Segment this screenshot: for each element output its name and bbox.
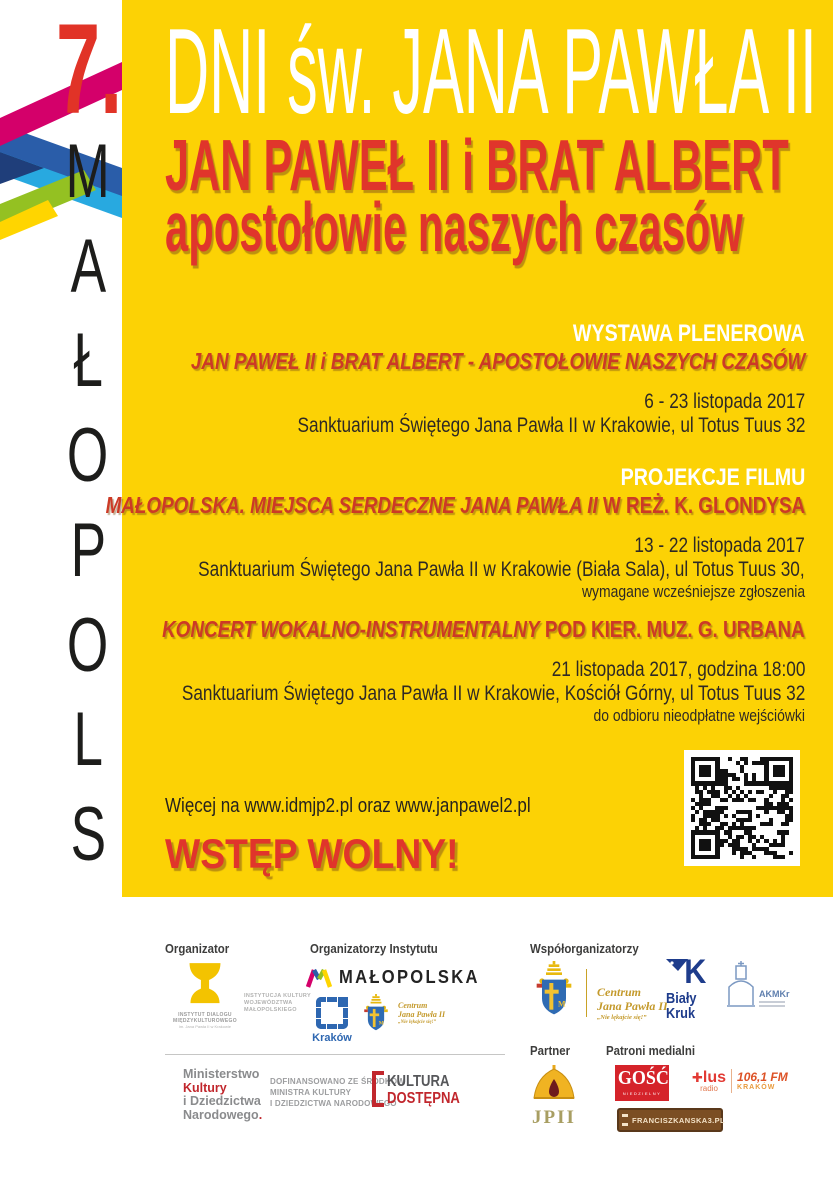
papal-crest-icon xyxy=(534,961,574,1017)
footer xyxy=(0,897,833,1200)
akmkr-wordmark: AKMKr xyxy=(759,989,790,999)
vertical-letter: M xyxy=(65,129,111,214)
ministry-line4-text: Narodowego xyxy=(183,1107,259,1122)
page-title: DNI św. JANA PAWŁA II xyxy=(165,3,817,139)
divider xyxy=(586,969,587,1017)
event-subtitle-rest: W REŻ. K. GLONDYSA xyxy=(597,492,805,518)
event-note: wymagane wcześniejsze zgłoszenia xyxy=(581,582,805,601)
ministry-line4 xyxy=(183,1109,262,1123)
funding-line2: MINISTRA KULTURY xyxy=(270,1088,352,1097)
qr-pattern xyxy=(691,757,793,859)
malopolska-logo xyxy=(306,967,492,988)
vertical-letter: O xyxy=(67,602,109,688)
event-venue: Sanktuarium Świętego Jana Pawła II w Krakowie, ul Totus Tuus 32 xyxy=(297,414,805,437)
plus-cross-icon: ✚ xyxy=(692,1069,703,1085)
centrum-line1: Centrum xyxy=(398,1001,428,1010)
centrum-line2: Jana Pawła II xyxy=(597,999,668,1013)
free-entry-text: WSTĘP WOLNY! xyxy=(165,830,459,877)
bialy-kruk-line1: Biały xyxy=(666,990,697,1007)
ministry-red-dot: . xyxy=(258,1107,263,1122)
centrum-line2: Jana Pawła II xyxy=(398,1010,446,1019)
centrum-line3: „Nie lękajcie się!” xyxy=(597,1014,647,1021)
vertical-letter: P xyxy=(70,507,106,593)
kultura-bracket-icon xyxy=(372,1071,384,1107)
akmkr-logo xyxy=(726,961,790,1007)
event-venue: Sanktuarium Świętego Jana Pawła II w Krakowie (Biała Sala), ul Totus Tuus 30, xyxy=(198,558,805,581)
franciszkanska-icon xyxy=(622,1114,628,1126)
event-wystawa xyxy=(0,320,805,438)
event-header: PROJEKCJE FILMU xyxy=(620,464,805,491)
event-projekcje xyxy=(0,464,805,602)
gosc-niedzielny-logo xyxy=(615,1065,669,1101)
kultura-line2: DOSTĘPNA xyxy=(387,1090,460,1107)
coorganizers-label: Współorganizatorzy xyxy=(530,941,639,956)
vertical-letter: S xyxy=(70,792,106,878)
institute-side-line2: WOJEWÓDZTWA xyxy=(244,1000,293,1006)
plus-city: KRAKÓW xyxy=(737,1083,776,1091)
ministry-line3: i Dziedzictwa xyxy=(183,1094,261,1108)
akmkr-caption-lines xyxy=(759,1001,790,1007)
media-patrons-label: Patroni medialni xyxy=(606,1043,696,1058)
plus-radio-word: radio xyxy=(700,1083,718,1093)
event-note: do odbioru nieodpłatne wejściówki xyxy=(593,706,805,725)
plus-wordmark: lus xyxy=(702,1068,727,1086)
event-subtitle: MAŁOPOLSKA. MIEJSCA SERDECZNE JANA PAWŁA II xyxy=(105,492,598,518)
plus-radio-logo xyxy=(692,1069,788,1093)
ministry-line2: Kultury xyxy=(183,1080,227,1095)
event-date: 6 - 23 listopada 2017 xyxy=(644,390,805,413)
krakow-logo xyxy=(312,997,352,1044)
krakow-icon xyxy=(316,997,348,1029)
partner-label: Partner xyxy=(530,1043,571,1058)
event-subtitle: JAN PAWEŁ II i BRAT ALBERT - APOSTOŁOWIE NASZYCH CZASÓW xyxy=(190,348,805,374)
event-date: 13 - 22 listopada 2017 xyxy=(634,534,805,557)
centrum-line1: Centrum xyxy=(597,985,642,999)
centrum-jp2-logo xyxy=(597,985,668,1022)
qr-code xyxy=(684,750,800,866)
krakow-wordmark: Kraków xyxy=(312,1032,352,1044)
chalice-icon xyxy=(185,963,225,1007)
kultura-dostepna-logo xyxy=(372,1071,476,1107)
jpii-wordmark: JPII xyxy=(532,1107,576,1128)
bialy-kruk-k: K xyxy=(684,953,707,991)
organizer-label: Organizator xyxy=(165,941,230,956)
funding-line1: DOFINANSOWANO ZE ŚRODKÓW xyxy=(270,1077,406,1086)
divider xyxy=(731,1069,732,1093)
jpii-logo xyxy=(528,1065,580,1129)
event-header: WYSTAWA PLENEROWA xyxy=(573,320,805,347)
event-subtitle-rest: POD KIER. MUZ. G. URBANA xyxy=(539,616,805,642)
institute-side-line3: MAŁOPOLSKIEGO xyxy=(244,1007,297,1013)
event-subtitle: KONCERT WOKALNO-INSTRUMENTALNY xyxy=(162,616,540,642)
franciszkanska-wordmark: FRANCISZKANSKA3.PL xyxy=(632,1115,726,1125)
franciszkanska-logo xyxy=(617,1108,726,1132)
plus-frequency: 106,1 FM xyxy=(737,1069,788,1084)
yellow-panel xyxy=(105,0,833,897)
divider xyxy=(165,1054,505,1055)
gosc-subtitle: NIEDZIELNY xyxy=(622,1091,662,1096)
vertical-letter: Ł xyxy=(73,318,103,404)
institute-name-line2: MIĘDZYKULTUROWEGO xyxy=(173,1018,237,1024)
funding-line3: I DZIEDZICTWA NARODOWEGO xyxy=(270,1099,397,1108)
institute-name-line1: INSTYTUT DIALOGU xyxy=(178,1012,232,1018)
kultura-line1: KULTURA xyxy=(387,1073,450,1090)
malopolska-m-icon xyxy=(306,967,332,988)
papal-crest-icon xyxy=(362,994,390,1032)
event-date: 21 listopada 2017, godzina 18:00 xyxy=(551,658,805,681)
institute-organizers-label: Organizatorzy Instytutu xyxy=(310,941,438,956)
institute-side-line1: INSTYTUCJA KULTURY xyxy=(244,993,311,999)
centrum-line3: „Nie lękajcie się!” xyxy=(398,1020,437,1025)
vertical-letter: A xyxy=(70,223,106,309)
event-venue: Sanktuarium Świętego Jana Pawła II w Krakowie, Kościół Górny, ul Totus Tuus 32 xyxy=(181,682,805,705)
jpii-canopy-icon xyxy=(531,1065,577,1101)
gosc-title: GOŚĆ xyxy=(617,1067,669,1089)
institute-logo xyxy=(170,963,240,1029)
ministry-line1: Ministerstwo xyxy=(183,1067,260,1081)
ministry-logo xyxy=(183,1068,262,1122)
svg-text:M: M xyxy=(558,999,566,1009)
more-info-text: Więcej na www.idmjp2.pl oraz www.janpawel2.pl xyxy=(165,795,531,817)
bialy-kruk-icon xyxy=(666,953,710,991)
svg-text:M: M xyxy=(378,1020,384,1027)
headline-line2: apostołowie naszych czasów xyxy=(165,188,743,266)
bialy-kruk-logo xyxy=(666,953,722,1022)
events-list xyxy=(0,320,805,726)
centrum-jp2-small-logo xyxy=(398,1001,445,1026)
vertical-letter: L xyxy=(73,697,103,783)
bialy-kruk-line2: Kruk xyxy=(666,1005,696,1022)
malopolska-wordmark: MAŁOPOLSKA xyxy=(339,967,480,987)
institute-side-text xyxy=(244,993,311,1014)
headline-line1: JAN PAWEŁ II i BRAT ALBERT xyxy=(165,126,789,206)
event-koncert xyxy=(0,602,805,726)
akmkr-tower-icon xyxy=(726,961,756,1007)
vertical-letter: O xyxy=(67,413,109,499)
institute-name-line3: im. Jana Pawła II w Krakowie xyxy=(178,1024,232,1029)
edition-number: 7. xyxy=(56,0,123,141)
